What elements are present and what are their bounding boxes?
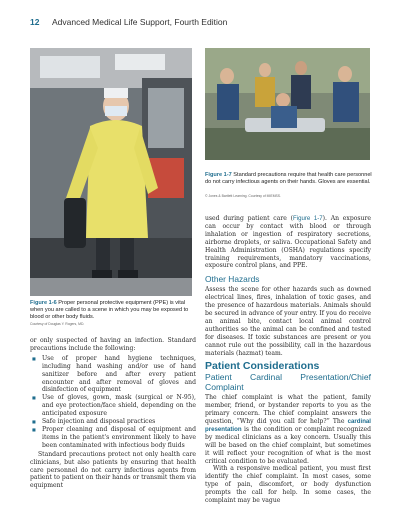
figure-1-6-label: Figure 1-6 (30, 300, 57, 306)
right-paragraph-1 (205, 215, 371, 270)
right-column (205, 215, 371, 505)
ambulance-ppe-illustration (30, 48, 192, 296)
list-item: ■ Proper cleaning and disposal of equipment and items in the patient's environment likely to have been contaminated with infectious body fluids (30, 426, 196, 450)
figure-1-7-credit: © Jones & Bartlett Learning. Courtesy of MIEMSS. (205, 194, 281, 198)
right-paragraph-4: With a responsive medical patient, you must first identify the chief complaint. In most cases, some type of pain, discomfort, or body dysfunction prompts the call for help. In some cases, the complaint may be vague (205, 465, 371, 505)
paragraph-3-text-b: is the condition or complaint recognized by medical clinicians as a key concern. Usually this will be based on the chief complaint, but sometimes it will reflect your recognition of what is the most critical condition to be evaluated. (205, 425, 371, 465)
left-intro-paragraph: or only suspected of having an infection. Standard precautions include the following: (30, 337, 196, 352)
heading-other-hazards: Other Hazards (205, 274, 260, 285)
left-closing-paragraph: Standard precautions protect not only health care clinicians, but also patients by ensuring that health care personnel do not carry infectious agents from patient to patient on their hands or transmit them via equipment (30, 450, 196, 490)
figure-1-6-caption-text: Proper personal protective equipment (PPE) is vital when you are called to a scene in which you may be exposed to blood or other body fluids. (30, 300, 189, 320)
responders-with-patient-illustration (205, 48, 370, 160)
figure-1-6-credit: Courtesy of Douglas Y. Rogers, MD. (30, 322, 85, 326)
page-number: 12 (30, 17, 40, 27)
heading-patient-considerations: Patient Considerations (205, 360, 320, 373)
list-item: ■ Use of proper hand hygiene techniques, including hand washing and/or use of hand sanitizer before and after every patient encounter and after removal of gloves and disinfection of equipment (30, 355, 196, 395)
paragraph-1-text-b: ). An exposure can occur by contact with blood or through inhalation or ingestion of respiratory secretions, airborne droplets, or saliva. Occupational Safety and Health Administration (OSHA) regulations specify training requirements, mandatory vaccinations, exposure control plans, and PPE. (205, 215, 371, 270)
figure-1-7-label: Figure 1-7 (205, 172, 232, 178)
cardinal-presentation-term: cardinal presentation (205, 418, 371, 433)
paragraph-1-text-a: used during patient care ( (205, 215, 294, 222)
right-paragraph-3 (205, 394, 371, 465)
list-item: ■ Use of gloves, gown, mask (surgical or N-95), and eye protection/face shield, depending on the anticipated exposure (30, 394, 196, 418)
figure-1-7-caption-text: Standard precautions require that health care personnel do not carry infectious agents on their hands. Gloves are essential. (205, 172, 372, 185)
heading-chief-complaint: Patient Cardinal Presentation/Chief Complaint (205, 372, 371, 393)
figure-1-7-reference: Figure 1-7 (293, 215, 323, 222)
running-header-title: Advanced Medical Life Support, Fourth Edition (52, 17, 228, 27)
paragraph-3-text-a: The chief complaint is what the patient, family member, friend, or bystander reports to you as the primary concern. The chief complaint answers the question, “Why did you call for help?” The (205, 394, 371, 426)
standard-precautions-list (30, 355, 196, 450)
right-paragraph-2: Assess the scene for other hazards such as downed electrical lines, fires, inhalation of toxic gases, and the presence of hazardous materials. Animals should be secured in advance of your entry. If you do receive an animal bite, contact local animal control authorities so the animal can be confined and tested for diseases. If toxic substances are present or you cannot rule out the possibility, call in the hazardous materials (hazmat) team. (205, 286, 371, 357)
figure-1-7-caption (205, 172, 373, 186)
left-column (30, 337, 196, 490)
figure-1-6-caption (30, 300, 200, 321)
list-item: ■ Safe injection and disposal practices (30, 418, 196, 426)
figure-1-7-photo (205, 48, 370, 160)
figure-1-6-photo (30, 48, 192, 296)
